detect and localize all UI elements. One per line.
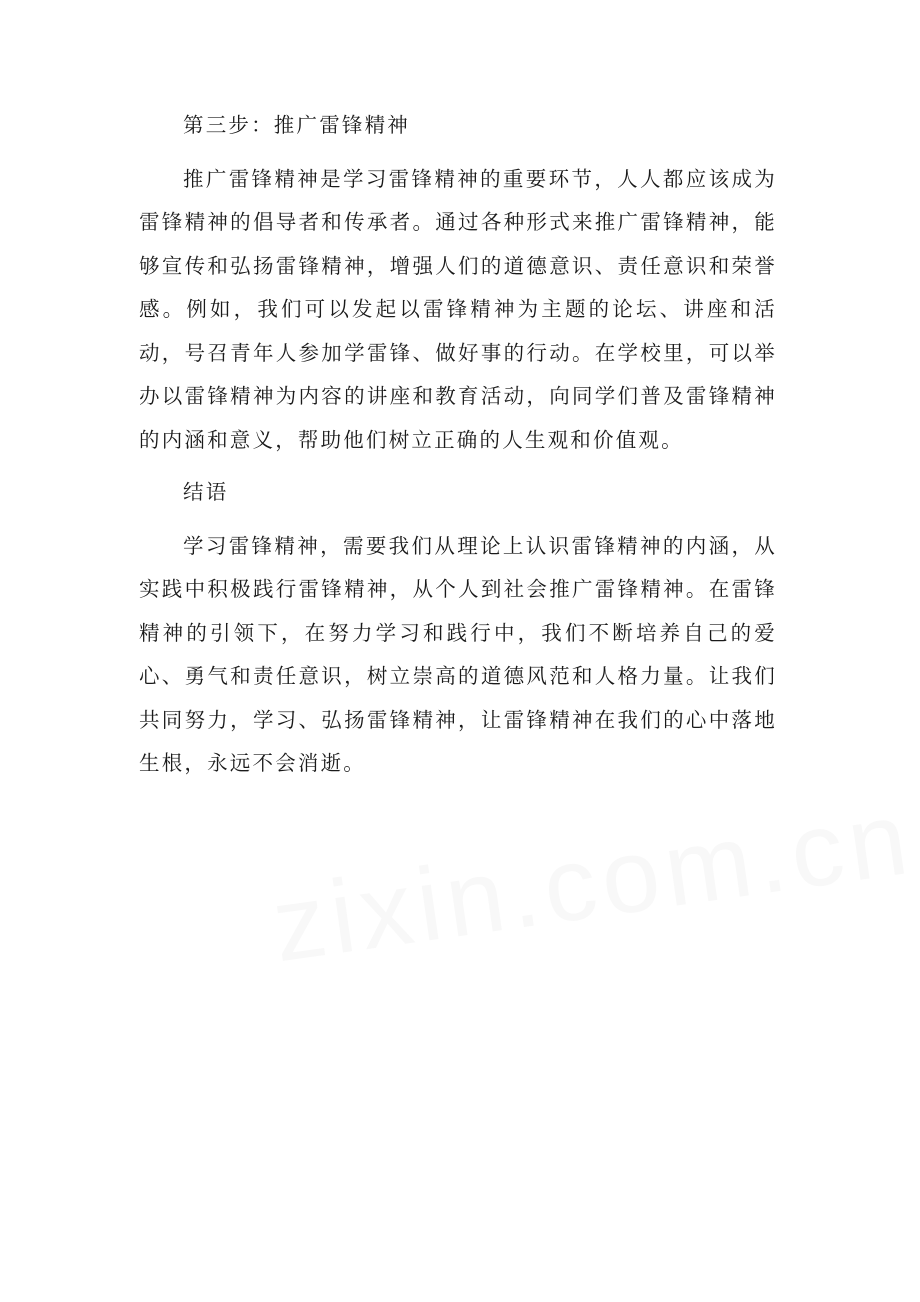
conclusion-paragraph: 学习雷锋精神，需要我们从理论上认识雷锋精神的内涵，从实践中积极践行雷锋精神，从个人到社会推广雷锋精神。在雷锋精神的引领下，在努力学习和践行中，我们不断培养自己的爱心、勇气和责任意识，树立崇高的道德风范和人格力量。让我们共同努力，学习、弘扬雷锋精神，让雷锋精神在我们的心中落地生根，永远不会消逝。 [139,533,777,775]
watermark: zixin.com.cn [265,779,920,985]
document-content [139,104,777,795]
conclusion-heading: 结语 [183,480,229,504]
section-3-heading: 第三步：推广雷锋精神 [183,113,410,137]
section-3-paragraph: 推广雷锋精神是学习雷锋精神的重要环节，人人都应该成为雷锋精神的倡导者和传承者。通过各种形式来推广雷锋精神，能够宣传和弘扬雷锋精神，增强人们的道德意识、责任意识和荣誉感。例如，我们可以发起以雷锋精神为主题的论坛、讲座和活动，号召青年人参加学雷锋、做好事的行动。在学校里，可以举办以雷锋精神为内容的讲座和教育活动，向同学们普及雷锋精神的内涵和意义，帮助他们树立正确的人生观和价值观。 [139,166,777,452]
